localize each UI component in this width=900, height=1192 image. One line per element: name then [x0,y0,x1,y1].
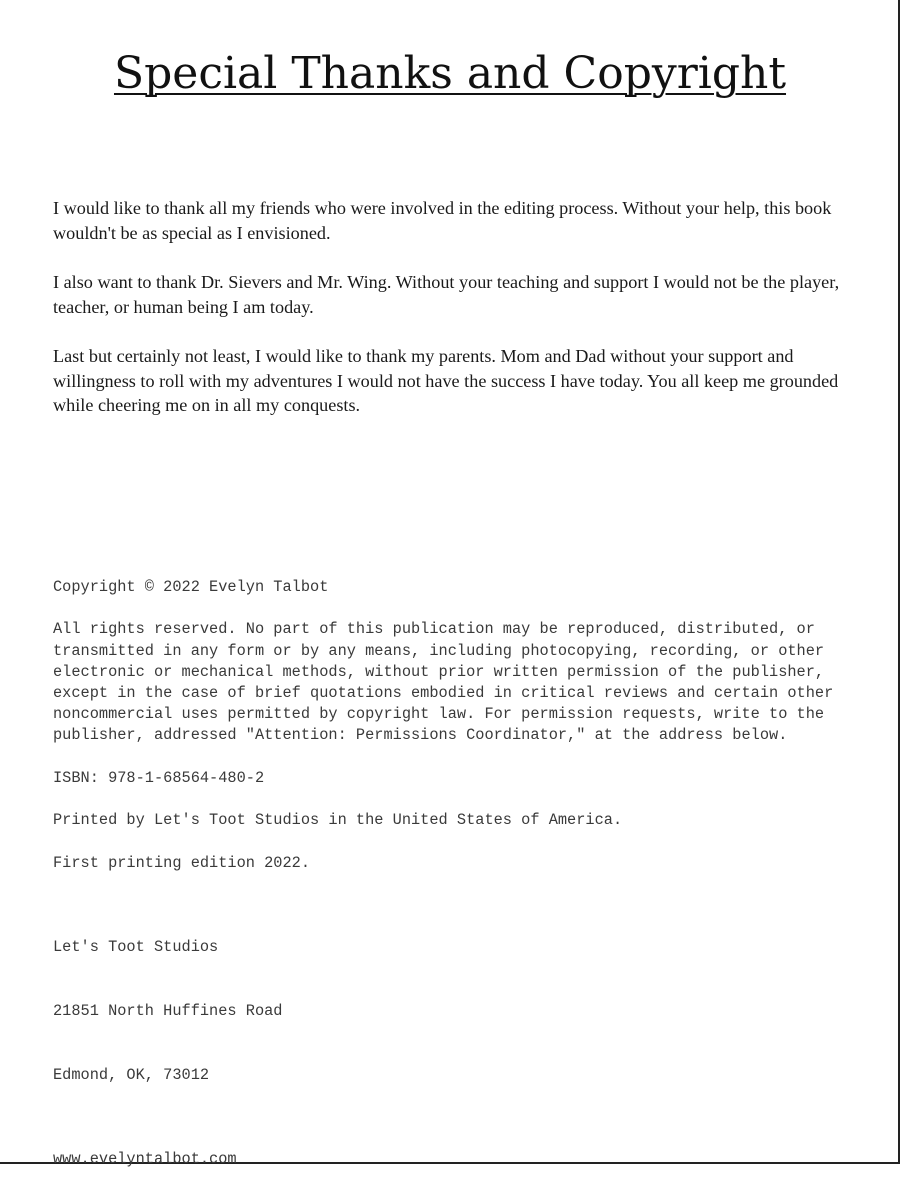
printed-by: Printed by Let's Toot Studios in the United States of America. [53,811,623,830]
copyright-notice: Copyright © 2022 Evelyn Talbot [53,578,329,596]
thanks-paragraph-friends: I would like to thank all my friends who were involved in the editing process. Without your help, this book wouldn't be as special as I envisioned. [53,198,832,243]
thanks-paragraph-parents: Last but certainly not least, I would like to thank my parents. Mom and Dad without your support and willingness to roll with my adventures I would not have the success I have today. You all keep me grounded while cheering me on in all my conquests. [53,346,839,415]
publisher-city: Edmond, OK, 73012 [53,1065,210,1084]
rights-statement: All rights reserved. No part of this publication may be reproduced, distributed, or transmitted in any form or by any means, including photocopying, recording, or other electronic or mechanical methods, without prior written permission of the publisher, except in the case of brief quotations embodied in critical reviews and certain other noncommercial uses permitted by copyright law. For permission requests, write to the publisher, addressed "Attention: Permissions Coordinator," at the address below. [53,620,843,745]
publisher-address [53,895,873,1128]
edition: First printing edition 2022. [53,853,311,872]
publisher-street: 21851 North Huffines Road [53,1001,283,1020]
page-title [0,46,900,102]
page-title-text: Special Thanks and Copyright [113,48,787,99]
thanks-paragraph-teachers: I also want to thank Dr. Sievers and Mr. Wing. Without your teaching and support I would not be the player, teacher, or human being I am today. [53,272,840,317]
isbn: ISBN: 978-1-68564-480-2 [53,768,265,787]
copyright-section [53,577,873,1192]
publisher-name: Let's Toot Studios [53,938,219,957]
thanks-section [53,196,853,443]
website: www.evelyntalbot.com [53,1150,237,1169]
